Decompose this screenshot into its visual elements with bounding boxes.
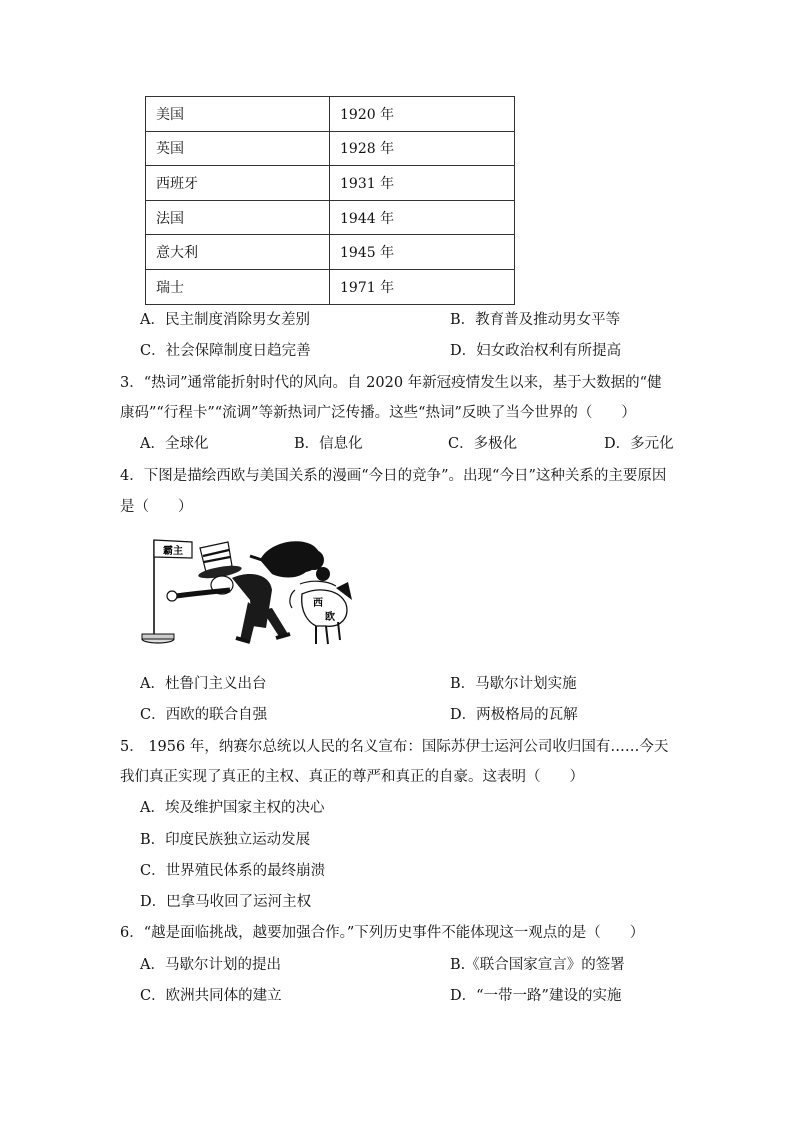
q3-option-a: A．全球化 <box>140 436 209 452</box>
table-cell-year: 1944 年 <box>330 200 515 235</box>
table-row <box>146 166 515 201</box>
q4-option-a: A．杜鲁门主义出台 <box>140 676 267 692</box>
table-cell-country: 瑞士 <box>146 269 330 304</box>
q4-stem-line1: 4．下图是描绘西欧与美国关系的漫画“今日的竞争”。出现“今日”这种关系的主要原因 <box>120 468 667 484</box>
table-cell-year: 1928 年 <box>330 131 515 166</box>
table-cell-year: 1945 年 <box>330 235 515 270</box>
q4-option-b: B．马歇尔计划实施 <box>450 676 577 692</box>
q2-option-b: B．教育普及推动男女平等 <box>450 312 621 328</box>
table-row <box>146 269 515 304</box>
dog-label-xi: 西 <box>313 598 323 609</box>
table-cell-country: 法国 <box>146 200 330 235</box>
cartoon-today-competition <box>140 530 355 650</box>
table-cell-year: 1920 年 <box>330 97 515 132</box>
flag-label: 霸主 <box>163 546 183 557</box>
q2-option-a: A．民主制度消除男女差别 <box>140 312 310 328</box>
q2-option-d: D．妇女政治权利有所提高 <box>450 343 622 359</box>
suffrage-year-table <box>145 96 515 305</box>
table-cell-year: 1971 年 <box>330 269 515 304</box>
q5-option-c: C．世界殖民体系的最终崩溃 <box>140 863 326 879</box>
table-cell-country: 英国 <box>146 131 330 166</box>
table-row <box>146 235 515 270</box>
table-row <box>146 97 515 132</box>
q5-option-d: D．巴拿马收回了运河主权 <box>140 894 312 910</box>
q3-option-b: B．信息化 <box>294 436 363 452</box>
q6-stem-line1: 6．“越是面临挑战，越要加强合作。”下列历史事件不能体现这一观点的是（ ） <box>120 925 645 941</box>
q5-option-a: A．埃及维护国家主权的决心 <box>140 800 325 816</box>
q6-option-b: B.《联合国家宣言》的签署 <box>450 957 625 973</box>
q6-option-d: D．“一带一路”建设的实施 <box>450 988 622 1004</box>
table-row <box>146 131 515 166</box>
q6-option-a: A．马歇尔计划的提出 <box>140 957 281 973</box>
table-cell-year: 1931 年 <box>330 166 515 201</box>
q3-option-d: D．多元化 <box>604 436 674 452</box>
q4-stem-line2: 是（ ） <box>120 499 193 515</box>
table-cell-country: 意大利 <box>146 235 330 270</box>
q3-option-c: C．多极化 <box>448 436 518 452</box>
q4-option-d: D．两极格局的瓦解 <box>450 707 578 723</box>
q2-option-c: C．社会保障制度日趋完善 <box>140 343 311 359</box>
dog-label-ou: 欧 <box>325 612 335 623</box>
table-cell-country: 西班牙 <box>146 166 330 201</box>
q4-option-c: C．西欧的联合自强 <box>140 707 268 723</box>
q5-stem-line1: 5． 1956 年，纳赛尔总统以人民的名义宣布：国际苏伊士运河公司收归国有……今天 <box>120 739 669 755</box>
q6-option-c: C．欧洲共同体的建立 <box>140 988 282 1004</box>
table-cell-country: 美国 <box>146 97 330 132</box>
q5-option-b: B．印度民族独立运动发展 <box>140 832 311 848</box>
q3-stem-line2: 康码”“行程卡”“流调”等新热词广泛传播。这些“热词”反映了当今世界的（ ） <box>120 405 636 421</box>
table-row <box>146 200 515 235</box>
q5-stem-line2: 我们真正实现了真正的主权、真正的尊严和真正的自豪。这表明（ ） <box>120 769 584 785</box>
q3-stem-line1: 3．“热词”通常能折射时代的风向。自 2020 年新冠疫情发生以来，基于大数据的“健 <box>120 375 662 391</box>
